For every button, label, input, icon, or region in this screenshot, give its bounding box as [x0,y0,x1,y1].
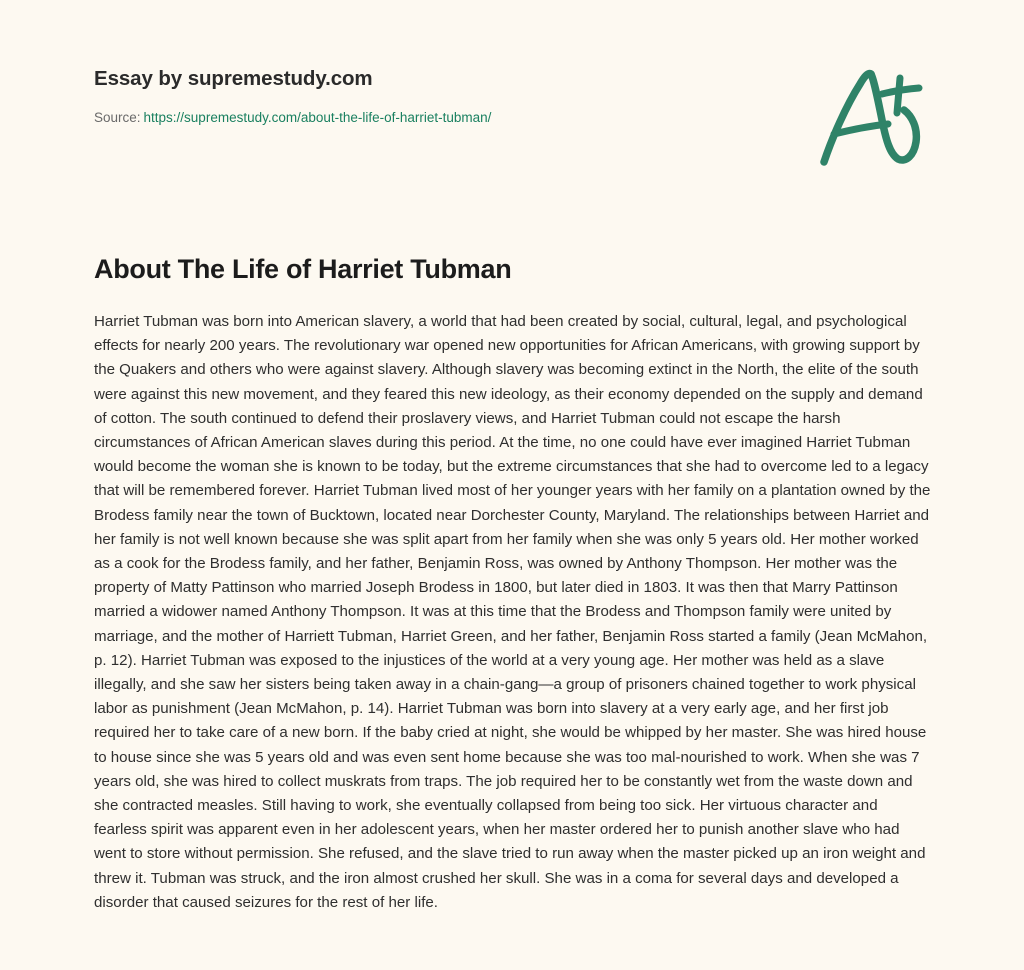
source-label: Source: [94,110,141,125]
source-line [94,109,930,127]
brand-title: Essay by supremestudy.com [94,67,373,90]
page-title: About The Life of Harriet Tubman [94,254,512,284]
article-body-text: Harriet Tubman was born into American slavery, a world that had been created by social, cultural, legal, and psychological effects for nearly 200 years. The revolutionary war opened new opportunities for African Americans, with growing support by the Quakers and others who were against slavery. Although slavery was becoming extinct in the North, the elite of the south were against this new movement, and they feared this new ideology, as their economy depended on the supply and demand of cotton. The south continued to defend their proslavery views, and Harriet Tubman could not escape the harsh circumstances of African American slaves during this period. At the time, no one could have ever imagined Harriet Tubman would become the woman she is known to be today, but the extreme circumstances that she had to overcome led to a legacy that will be remembered forever. Harriet Tubman lived most of her younger years with her family on a plantation owned by the Brodess family near the town of Bucktown, located near Dorchester County, Maryland. The relationships between Harriet and her family is not well known because she was split apart from her family when she was only 5 years old. Her mother worked as a cook for the Brodess family, and her father, Benjamin Ross, was owned by Anthony Thompson. Her mother was the property of Matty Pattinson who married Joseph Brodess in 1800, but later died in 1803. It was then that Marry Pattinson married a widower named Anthony Thompson. It was at this time that the Brodess and Thompson family were united by marriage, and the mother of Harriett Tubman, Harriet Green, and her father, Benjamin Ross started a family (Jean McMahon, p. 12). Harriet Tubman was exposed to the injustices of the world at a very young age. Her mother was held as a slave illegally, and she saw her sisters being taken away in a chain-gang—a group of prisoners chained together to work physical labor as punishment (Jean McMahon, p. 14). Harriet Tubman was born into slavery at a very early age, and her first job required her to take care of a new born. If the baby cried at night, she would be whipped by her master. She was hired house to house since she was 5 years old and was even sent home because she was too mal-nourished to work. When she was 7 years old, she was hired to collect muskrats from traps. The job required her to be constantly wet from the waste down and she contracted measles. Still having to work, she eventually collapsed from being too sick. Her virtuous character and fearless spirit was apparent even in her adolescent years, when her master ordered her to punish another slave who had went to store without permission. She refused, and the slave tried to run away when the master picked up an iron weight and threw it. Tubman was struck, and the iron almost crushed her skull. She was in a coma for several days and developed a disorder that caused seizures for the rest of her life. [94,313,931,911]
a-plus-logo-icon [812,58,936,176]
page-header [94,66,930,176]
article [94,252,932,915]
a-plus-logo [812,58,936,176]
source-url-link[interactable]: https://supremestudy.com/about-the-life-of-harriet-tubman/ [143,110,492,125]
